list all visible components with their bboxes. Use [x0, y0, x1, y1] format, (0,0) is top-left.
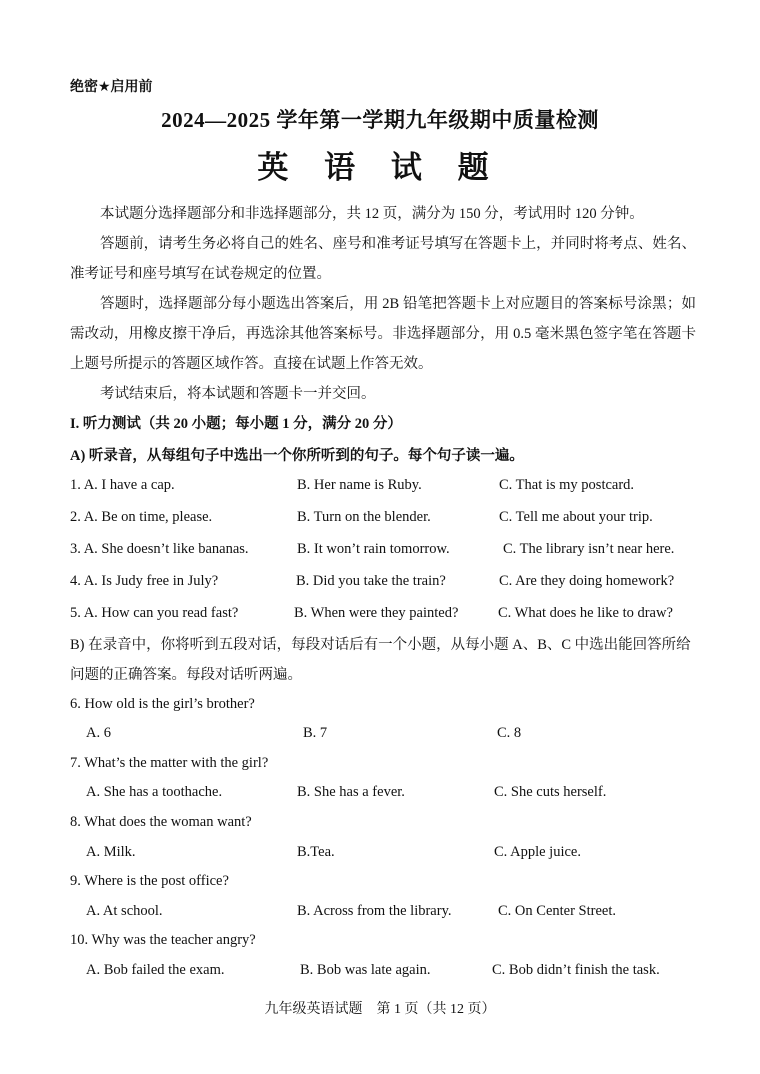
q9-option-b: B. Across from the library.	[297, 903, 452, 919]
item-2-a: 2. A. Be on time, please.	[70, 509, 213, 525]
q7-option-b: B. She has a fever.	[297, 784, 405, 800]
item-4-b: B. Did you take the train?	[296, 573, 446, 589]
part-b-instruction: B) 在录音中，你将听到五段对话，每段对话后有一个小题，从每小题 A、B、C 中选出能回答所给问题的正确答案。每段对话听两遍。	[70, 637, 691, 683]
item-2-c: C. Tell me about your trip.	[499, 509, 653, 525]
subject-title: 英 语 试 题	[257, 150, 503, 185]
item-3-a: 3. A. She doesn’t like bananas.	[70, 541, 249, 557]
item-3-b: B. It won’t rain tomorrow.	[297, 541, 450, 557]
item-5-b: B. When were they painted?	[294, 605, 459, 621]
exam-title: 2024—2025 学年第一学期九年级期中质量检测	[161, 108, 599, 132]
q10-option-a: A. Bob failed the exam.	[86, 962, 225, 978]
question-9: 9. Where is the post office?	[70, 873, 229, 889]
question-7: 7. What’s the matter with the girl?	[70, 755, 269, 771]
item-5-c: C. What does he like to draw?	[498, 605, 673, 621]
q8-option-a: A. Milk.	[86, 844, 136, 860]
q6-option-a: A. 6	[86, 725, 111, 741]
instruction-paragraph: 本试题分选择题部分和非选择题部分，共 12 页，满分为 150 分，考试用时 120 分钟。	[100, 206, 644, 222]
q7-option-a: A. She has a toothache.	[86, 784, 223, 800]
instruction-paragraph: 答题时，选择题部分每小题选出答案后，用 2B 铅笔把答题卡上对应题目的答案标号涂黑；如需改动，用橡皮擦干净后，再选涂其他答案标号。非选择题部分，用 0.5 毫米黑色签字笔在答题卡上题号所提示的答题区域作答。直接在试题上作答无效。	[70, 296, 696, 372]
item-2-b: B. Turn on the blender.	[297, 509, 431, 525]
question-10: 10. Why was the teacher angry?	[70, 932, 256, 948]
q7-option-c: C. She cuts herself.	[494, 784, 607, 800]
q9-option-c: C. On Center Street.	[498, 903, 616, 919]
q8-option-b: B.Tea.	[297, 844, 335, 860]
page-footer: 九年级英语试题 第 1 页（共 12 页）	[264, 1002, 496, 1017]
item-4-c: C. Are they doing homework?	[499, 573, 675, 589]
item-1-c: C. That is my postcard.	[499, 477, 635, 493]
item-3-c: C. The library isn’t near here.	[503, 541, 675, 557]
question-6: 6. How old is the girl’s brother?	[70, 696, 255, 712]
item-4-a: 4. A. Is Judy free in July?	[70, 573, 219, 589]
q6-option-c: C. 8	[497, 725, 522, 741]
part-a-instruction: A) 听录音，从每组句子中选出一个你所听到的句子。每个句子读一遍。	[70, 448, 524, 464]
question-8: 8. What does the woman want?	[70, 814, 252, 830]
q6-option-b: B. 7	[303, 725, 328, 741]
q10-option-c: C. Bob didn’t finish the task.	[492, 962, 660, 978]
instruction-paragraph: 考试结束后，将本试题和答题卡一并交回。	[100, 386, 376, 402]
instructions	[70, 199, 696, 409]
item-1-a: 1. A. I have a cap.	[70, 477, 175, 493]
q10-option-b: B. Bob was late again.	[300, 962, 431, 978]
confidential-label: 绝密★启用前	[70, 79, 153, 95]
item-1-b: B. Her name is Ruby.	[297, 477, 422, 493]
instruction-paragraph: 答题前，请考生务必将自己的姓名、座号和准考证号填写在答题卡上，并同时将考点、姓名、准考证号和座号填写在试卷规定的位置。	[70, 236, 696, 282]
item-5-a: 5. A. How can you read fast?	[70, 605, 239, 621]
section-heading: I. 听力测试（共 20 小题；每小题 1 分，满分 20 分）	[70, 416, 402, 432]
q9-option-a: A. At school.	[86, 903, 163, 919]
q8-option-c: C. Apple juice.	[494, 844, 581, 860]
